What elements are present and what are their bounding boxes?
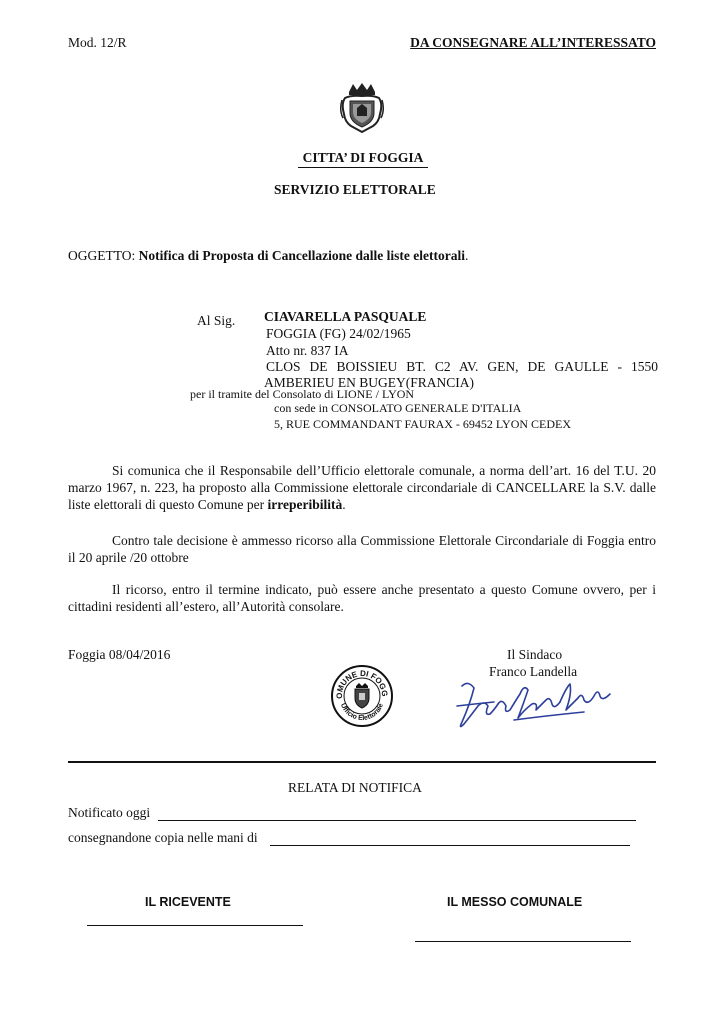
city-title-underline <box>298 167 428 168</box>
subject-line <box>68 248 468 264</box>
recipient-address-1: CLOS DE BOISSIEU BT. C2 AV. GEN, DE GAULLE - 1550 <box>266 359 658 374</box>
delivered-recipient-field <box>270 845 630 846</box>
service-title: SERVIZIO ELETTORALE <box>274 182 436 197</box>
recipient-name: CIAVARELLA PASQUALE <box>264 309 427 324</box>
model-code: Mod. 12/R <box>68 35 127 50</box>
official-stamp <box>330 664 394 728</box>
city-title: CITTA’ DI FOGGIA <box>302 150 424 165</box>
body-paragraph-3: Il ricorso, entro il termine indicato, può essere anche presentato a questo Comune ovvero, per i cittadini residenti all’estero, all’Autorità consolare. <box>68 582 656 614</box>
recipient-address-2: AMBERIEU EN BUGEY(FRANCIA) <box>264 375 474 390</box>
consulate-address: 5, RUE COMMANDANT FAURAX - 69452 LYON CEDEX <box>274 417 572 431</box>
body-paragraph-1-bold: irreperibilità <box>267 497 343 512</box>
body-paragraph-1-end: . <box>342 497 346 512</box>
messenger-signature-line <box>415 941 631 942</box>
consulate-name: con sede in CONSOLATO GENERALE D'ITALIA <box>274 401 522 415</box>
subject-end: . <box>464 248 469 263</box>
receiver-signature-line <box>87 925 303 926</box>
recipient-prefix: Al Sig. <box>197 313 236 328</box>
relata-separator <box>68 761 656 763</box>
place-date: Foggia 08/04/2016 <box>68 647 171 662</box>
deliver-notice: DA CONSEGNARE ALL’INTERESSATO <box>410 35 656 50</box>
delivered-label: consegnandone copia nelle mani di <box>68 830 258 845</box>
stamp-bottom-text: Ufficio Elettorale <box>338 702 385 723</box>
mayor-name: Franco Landella <box>489 664 578 679</box>
notified-label: Notificato oggi <box>68 805 151 820</box>
notified-date-field <box>158 820 636 821</box>
body-paragraph-1-text: Si comunica che il Responsabile dell’Ufficio elettorale comunale, a norma dell’art. 16 del T.U. 20 marzo 1967, n. 223, ha proposto alla Commissione elettorale circondariale di CANCELLARE la S.V. dalle liste elettorali di questo Comune per <box>68 463 656 512</box>
messenger-label: IL MESSO COMUNALE <box>447 895 583 909</box>
via-consulate: per il tramite del Consolato di LIONE / LYON <box>190 387 415 401</box>
body-paragraph-1 <box>68 462 656 513</box>
mayor-role: Il Sindaco <box>507 647 563 662</box>
recipient-birth: FOGGIA (FG) 24/02/1965 <box>266 326 411 341</box>
mayor-signature <box>454 676 616 732</box>
stamp-top-text: OMUNE DI FOGG <box>334 668 390 699</box>
body-paragraph-2: Contro tale decisione è ammesso ricorso alla Commissione Elettorale Circondariale di Foggia entro il 20 aprile /20 ottobre <box>68 533 656 565</box>
coat-of-arms-icon <box>339 82 385 134</box>
receiver-label: IL RICEVENTE <box>145 895 231 909</box>
subject-text: Notifica di Proposta di Cancellazione dalle liste elettorali <box>138 248 465 263</box>
relata-title: RELATA DI NOTIFICA <box>288 780 422 795</box>
subject-label: OGGETTO: <box>68 248 136 263</box>
recipient-act: Atto nr. 837 IA <box>266 343 349 358</box>
